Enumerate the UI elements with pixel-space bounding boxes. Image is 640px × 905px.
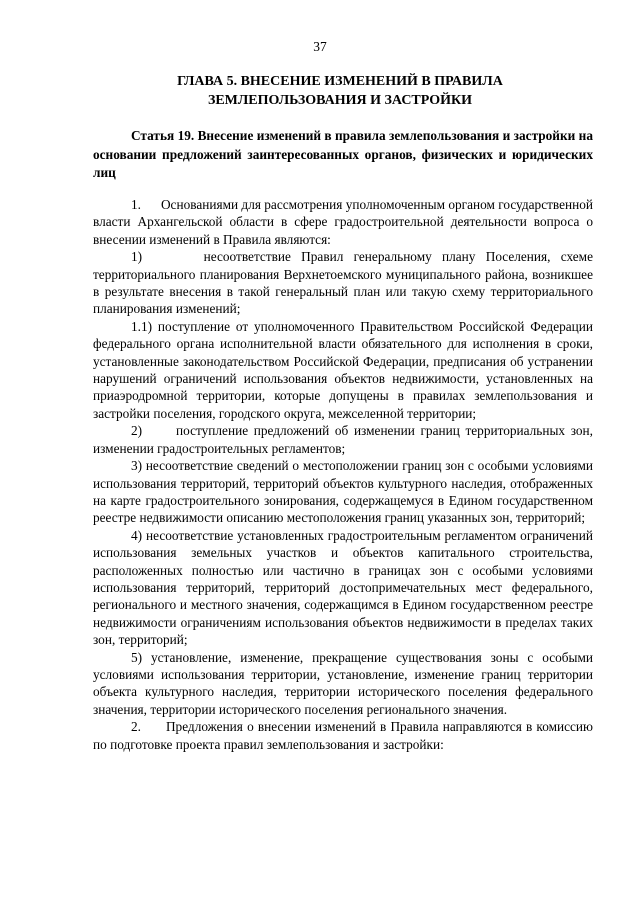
page-number: 37 bbox=[313, 39, 327, 54]
chapter-title-line-2: ЗЕМЛЕПОЛЬЗОВАНИЯ И ЗАСТРОЙКИ bbox=[207, 93, 473, 108]
paragraph: 2) поступление предложений об изменении границ территориальных зон, изменении градостроительных регламентов; bbox=[93, 423, 593, 456]
paragraph: 2. Предложения о внесении изменений в Правила направляются в комиссию по подготовке проекта правил землепользования и застройки: bbox=[93, 719, 593, 752]
paragraph: 1.1) поступление от уполномоченного Правительством Российской Федерации федерального органа исполнительной власти обязательного для исполнения в сроки, установленные законодательством Российской Федерации, предписания об устранении нарушений ограничений использования объектов недвижимости, установленных на приаэродромной территории, которые допущены в правилах землепользования и застройки поселения, городского округа, межселенной территории; bbox=[93, 318, 593, 421]
article-heading bbox=[93, 127, 593, 183]
document-body bbox=[93, 196, 593, 753]
paragraph: 3) несоответствие сведений о местоположении границ зон с особыми условиями использования территорий, территорий объектов культурного наследия, отображенных на карте градостроительного зонирования, содержащемуся в Едином государственном реестре недвижимости описанию местоположения границ указанных зон, территорий; bbox=[93, 458, 593, 526]
chapter-title-line-1: ГЛАВА 5. ВНЕСЕНИЕ ИЗМЕНЕНИЙ В ПРАВИЛА bbox=[177, 74, 503, 89]
article-title: Статья 19. Внесение изменений в правила землепользования и застройки на основании предложений заинтересованных органов, физических и юридических лиц bbox=[93, 128, 593, 180]
paragraph: 1. Основаниями для рассмотрения уполномоченным органом государственной власти Архангельской области в сфере градостроительной деятельности вопроса о внесении изменений в Правила являются: bbox=[93, 197, 593, 247]
paragraph: 5) установление, изменение, прекращение существования зоны с особыми условиями использования территории, установление, изменение границ территории объекта культурного наследия, территории исторического поселения федерального значения, территории исторического поселения регионального значения. bbox=[93, 649, 593, 717]
chapter-title bbox=[150, 72, 530, 110]
paragraph: 4) несоответствие установленных градостроительным регламентом ограничений использования земельных участков и объектов капитального строительства, расположенных полностью или частично в границах зон с особыми условиями использования территорий, территорий достопримечательных мест федерального, регионального и местного значения, содержащимся в Едином государственном реестре недвижимости ограничениям использования объектов недвижимости в пределах таких зон, территорий; bbox=[93, 527, 593, 648]
paragraph: 1) несоответствие Правил генеральному плану Поселения, схеме территориального планирования Верхнетоемского муниципального района, возникшее в результате внесения в такой генеральный план или такую схему территориального планирования изменений; bbox=[93, 249, 593, 317]
